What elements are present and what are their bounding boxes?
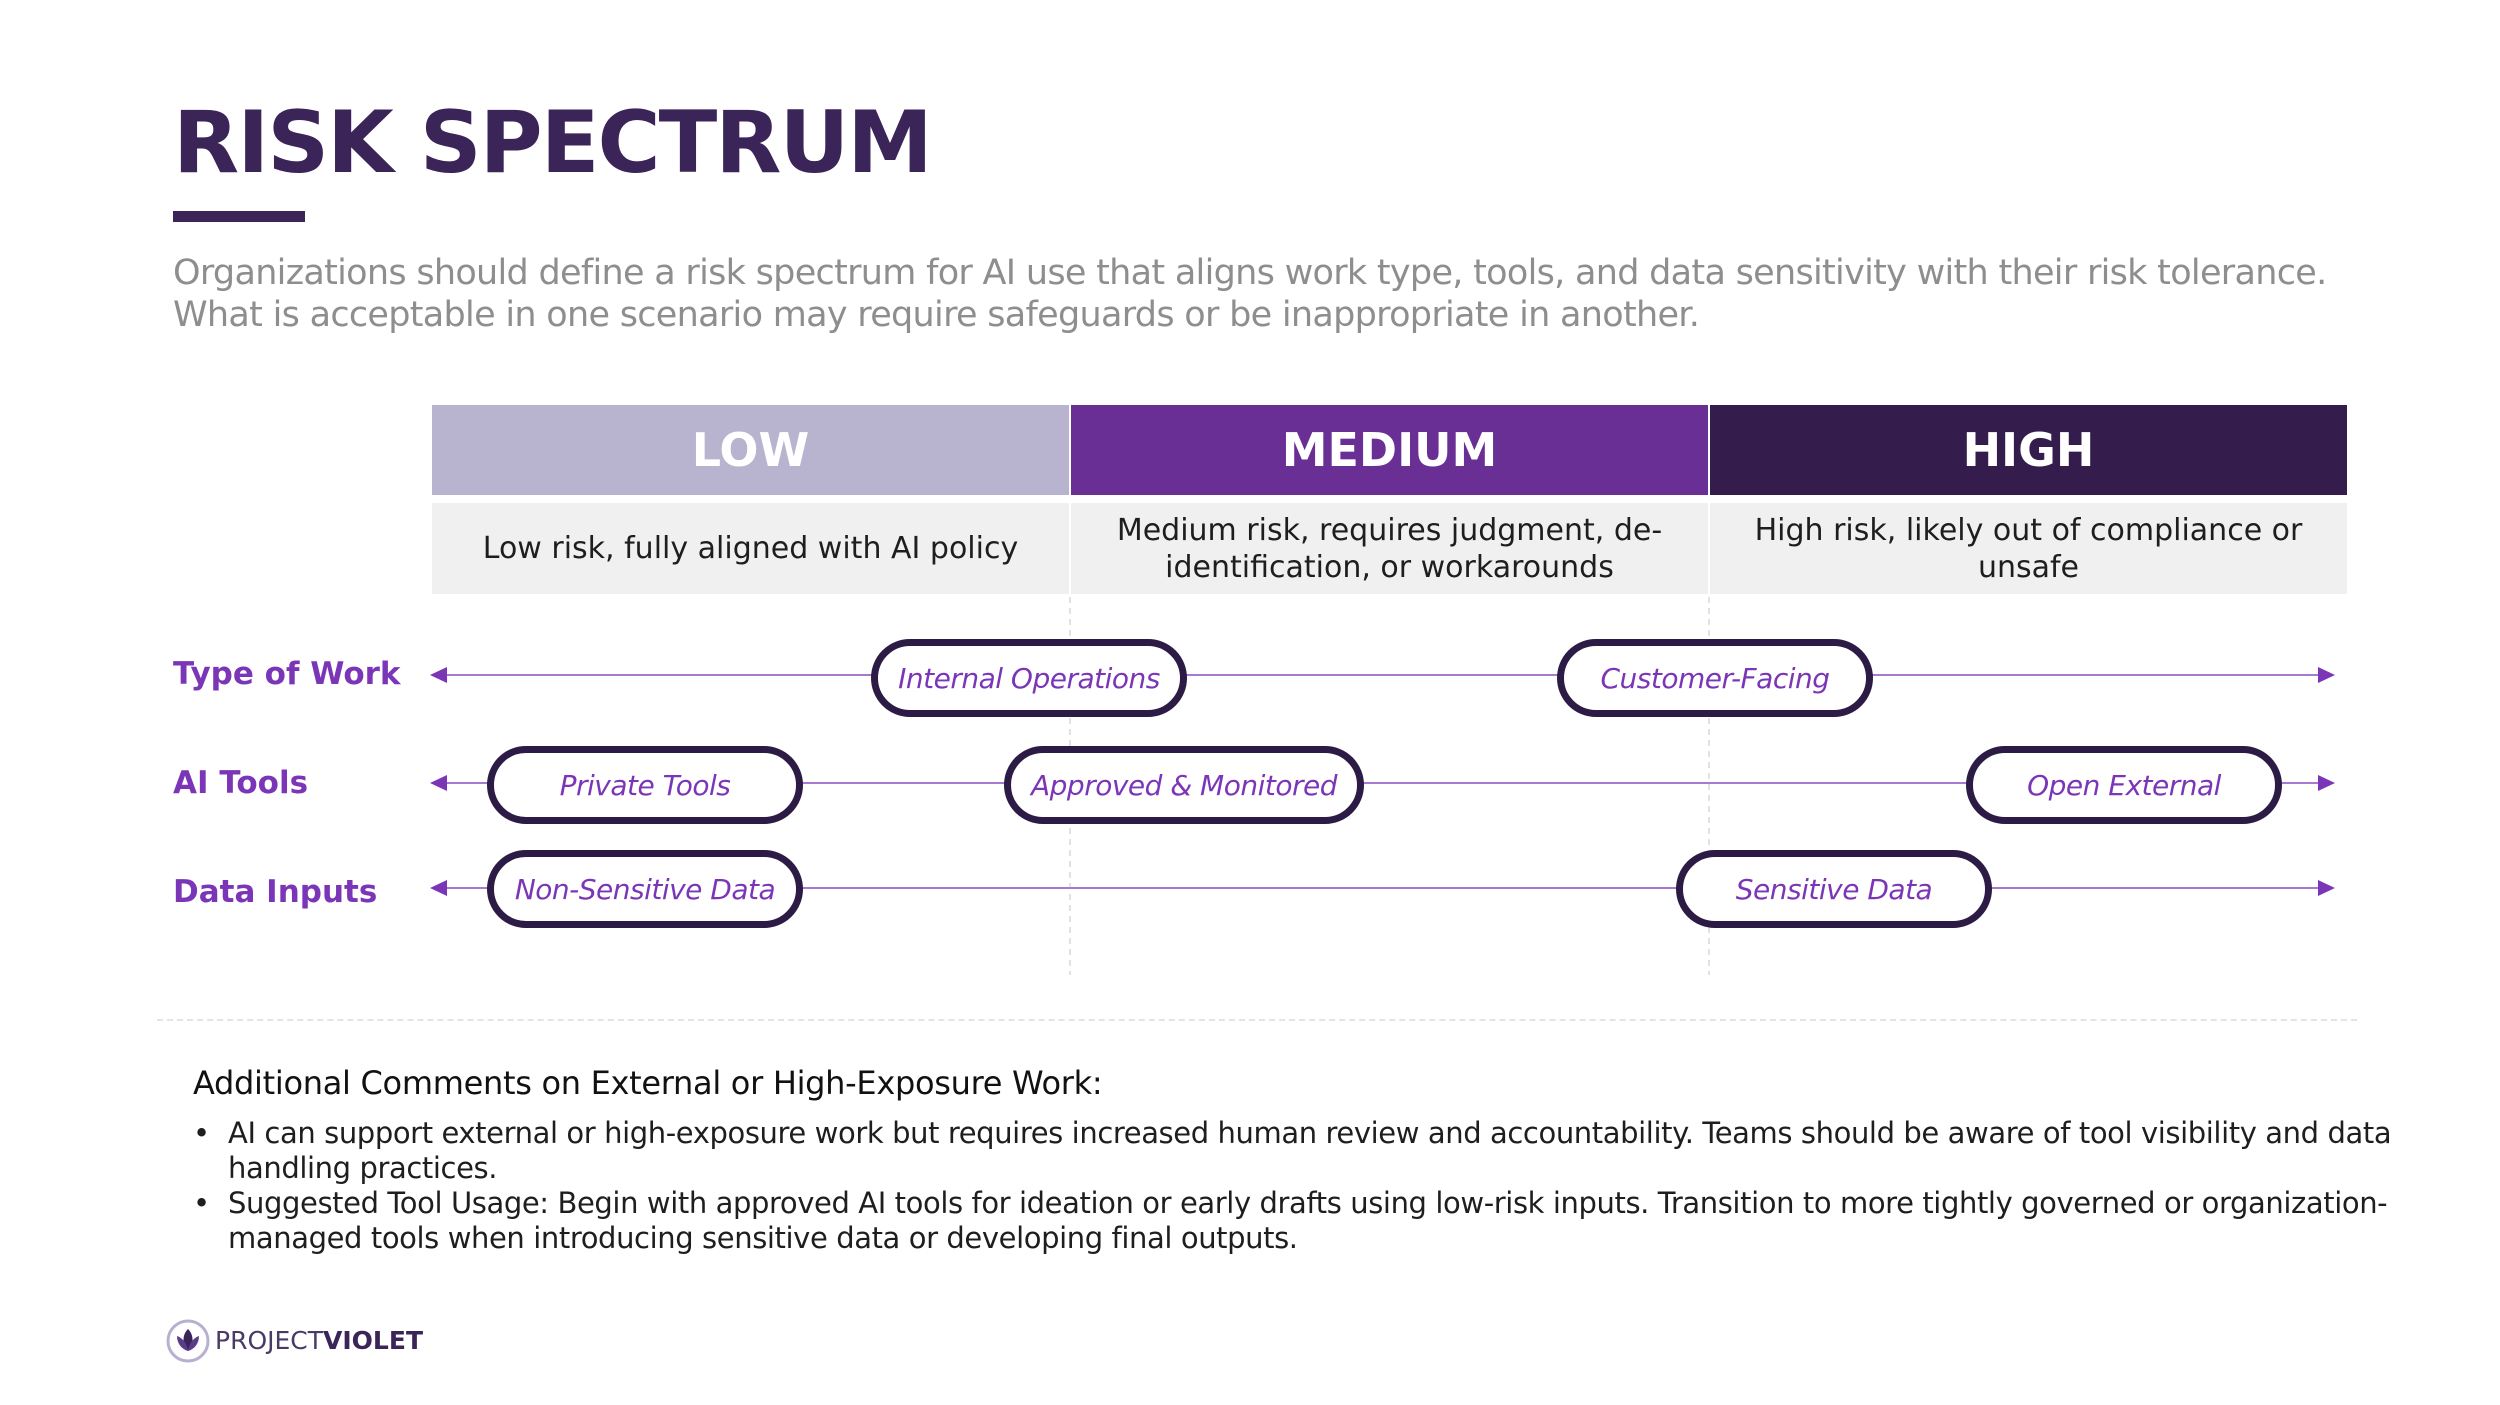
subtitle-line-1: Organizations should define a risk spectrum for AI use that aligns work type, tools, and data sensitivity with their risk tolerance. — [173, 253, 2327, 293]
comment-bullet-2 — [228, 1186, 2388, 1256]
row-label-ai-tools: AI Tools — [173, 765, 309, 801]
subtitle-line-2: What is acceptable in one scenario may require safeguards or be inappropriate in another. — [173, 295, 1700, 335]
level-label-high: HIGH — [1962, 423, 2095, 477]
level-label-medium: MEDIUM — [1281, 423, 1498, 477]
level-description-medium-line-2: identification, or workarounds — [1165, 549, 1614, 585]
arrow-right-data-inputs — [2318, 880, 2335, 896]
comment-bullet-2-line-2: managed tools when introducing sensitive data or developing final outputs. — [228, 1221, 1298, 1255]
arrow-left-type-of-work — [430, 667, 447, 683]
pill-customer-facing: Customer-Facing — [1557, 639, 1873, 717]
level-description-high-line-2: unsafe — [1977, 549, 2080, 585]
logo-text-violet: VIOLET — [323, 1326, 423, 1355]
comments-heading: Additional Comments on External or High-Exposure Work: — [193, 1064, 1103, 1102]
pill-private-tools: Private Tools — [487, 746, 803, 824]
row-label-data-inputs: Data Inputs — [173, 874, 378, 910]
comment-bullet-1-line-1: AI can support external or high-exposure work but requires increased human review and accountability. Teams should be aware of tool visibility and data — [228, 1116, 2392, 1150]
lotus-icon — [165, 1318, 211, 1364]
logo-text-project: PROJECT — [215, 1326, 324, 1355]
pill-sensitive-data: Sensitive Data — [1676, 850, 1992, 928]
arrow-right-ai-tools — [2318, 775, 2335, 791]
comment-bullet-2-line-1: Suggested Tool Usage: Begin with approved AI tools for ideation or early drafts using low-risk inputs. Transition to more tightly governed or organization- — [228, 1186, 2388, 1220]
pill-open-external: Open External — [1966, 746, 2282, 824]
level-label-low: LOW — [691, 423, 810, 477]
bullet-marker-2: • — [193, 1186, 210, 1220]
section-divider — [157, 1019, 2357, 1021]
pill-internal-operations: Internal Operations — [871, 639, 1187, 717]
pill-approved-monitored: Approved & Monitored — [1004, 746, 1364, 824]
level-description-medium-line-1: Medium risk, requires judgment, de- — [1116, 512, 1663, 548]
arrow-left-data-inputs — [430, 880, 447, 896]
pill-non-sensitive-data: Non-Sensitive Data — [487, 850, 803, 928]
level-description-low-text: Low risk, fully aligned with AI policy — [482, 531, 1019, 566]
level-description-high-line-1: High risk, likely out of compliance or — [1754, 512, 2303, 548]
row-label-type-of-work: Type of Work — [173, 656, 401, 692]
logo-wordmark — [215, 1326, 423, 1355]
bullet-marker-1: • — [193, 1116, 210, 1150]
arrow-right-type-of-work — [2318, 667, 2335, 683]
comment-bullet-1 — [228, 1116, 2392, 1186]
page-title: RISK SPECTRUM — [173, 93, 931, 193]
arrow-left-ai-tools — [430, 775, 447, 791]
comment-bullet-1-line-2: handling practices. — [228, 1151, 498, 1185]
